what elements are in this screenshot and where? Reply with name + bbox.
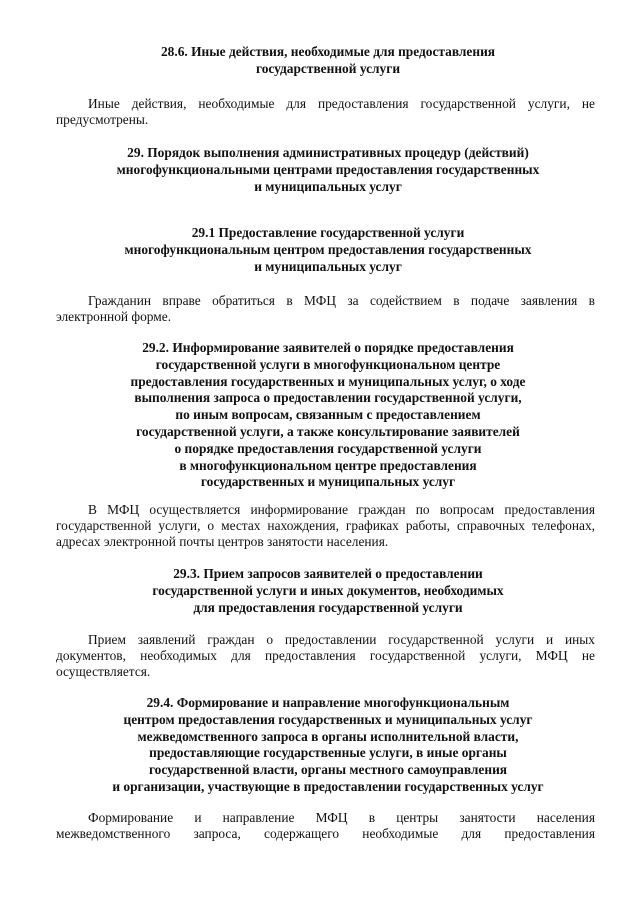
- heading-line: межведомственного запроса в органы исполнительной власти,: [137, 728, 519, 744]
- paragraph-line: документов, необходимых для предоставления государственной услуги, МФЦ не: [56, 648, 595, 664]
- heading-line: государственных и муниципальных услуг: [200, 474, 456, 490]
- heading-line: о порядке предоставления государственной услуги: [174, 440, 482, 456]
- section-heading-29-2: [40, 340, 616, 491]
- paragraph-line: осуществляется.: [56, 664, 151, 680]
- paragraph-line: Прием заявлений граждан о предоставлении государственной услуги и иных: [88, 632, 595, 647]
- heading-line: центром предоставления государственных и муниципальных услуг: [123, 711, 533, 727]
- heading-line: государственной услуги и иных документов, необходимых: [152, 582, 504, 598]
- section-heading-29-4: [40, 695, 616, 796]
- heading-line: государственной власти, органы местного самоуправления: [148, 762, 508, 778]
- section-heading-29-3: [40, 566, 616, 616]
- heading-line: по иным вопросам, связанным с предоставлением: [175, 407, 481, 423]
- paragraph-28-6: [56, 96, 595, 128]
- section-heading-29: [40, 145, 616, 195]
- section-heading-28-6: [40, 44, 616, 78]
- paragraph-29-2: [56, 502, 595, 551]
- heading-line: 28.6. Иные действия, необходимые для предоставления: [160, 44, 496, 59]
- heading-line: 29.2. Информирование заявителей о порядке предоставления: [142, 340, 514, 355]
- paragraph-line: электронной форме.: [56, 309, 172, 325]
- paragraph-line: В МФЦ осуществляется информирование граждан по вопросам предоставления: [88, 502, 595, 517]
- heading-line: 29.3. Прием запросов заявителей о предоставлении: [173, 566, 483, 581]
- heading-line: 29.4. Формирование и направление многофункциональным: [146, 695, 510, 710]
- paragraph-29-4: [56, 810, 595, 842]
- heading-line: 29. Порядок выполнения административных процедур (действий): [127, 145, 529, 160]
- heading-line: государственной услуги: [255, 60, 401, 76]
- paragraph-29-1: [56, 293, 595, 325]
- heading-line: и муниципальных услуг: [254, 258, 402, 274]
- heading-line: многофункциональными центрами предоставления государственных: [116, 161, 540, 177]
- heading-line: в многофункциональном центре предоставления: [179, 457, 477, 473]
- heading-line: многофункциональным центром предоставления государственных: [124, 241, 532, 257]
- paragraph-line: Гражданин вправе обратиться в МФЦ за содействием в подаче заявления в: [88, 293, 595, 308]
- paragraph-line: государственной услуги, о местах нахождения, графиках работы, справочных телефонах,: [56, 518, 595, 534]
- section-heading-29-1: [40, 225, 616, 275]
- heading-line: предоставления государственных и муниципальных услуг, о ходе: [130, 373, 526, 389]
- heading-line: государственной услуги, а также консультирование заявителей: [136, 423, 520, 439]
- paragraph-line: Формирование и направление МФЦ в центры занятости населения: [88, 810, 595, 825]
- heading-line: предоставляющие государственные услуги, в иные органы: [149, 745, 507, 761]
- paragraph-29-3: [56, 632, 595, 681]
- heading-line: выполнения запроса о предоставлении государственной услуги,: [134, 390, 522, 406]
- paragraph-line: адресах электронной почты центров занятости населения.: [56, 534, 389, 550]
- heading-line: и организации, участвующие в предоставлении государственных услуг: [112, 778, 544, 794]
- heading-line: государственной услуги в многофункциональном центре: [155, 356, 501, 372]
- paragraph-line: межведомственного запроса, содержащего необходимые для предоставления: [56, 826, 595, 842]
- heading-line: и муниципальных услуг: [254, 178, 402, 194]
- heading-line: для предоставления государственной услуги: [193, 599, 463, 615]
- paragraph-line: предусмотрены.: [56, 112, 149, 128]
- paragraph-line: Иные действия, необходимые для предоставления государственной услуги, не: [88, 96, 595, 111]
- heading-line: 29.1 Предоставление государственной услуги: [191, 225, 465, 240]
